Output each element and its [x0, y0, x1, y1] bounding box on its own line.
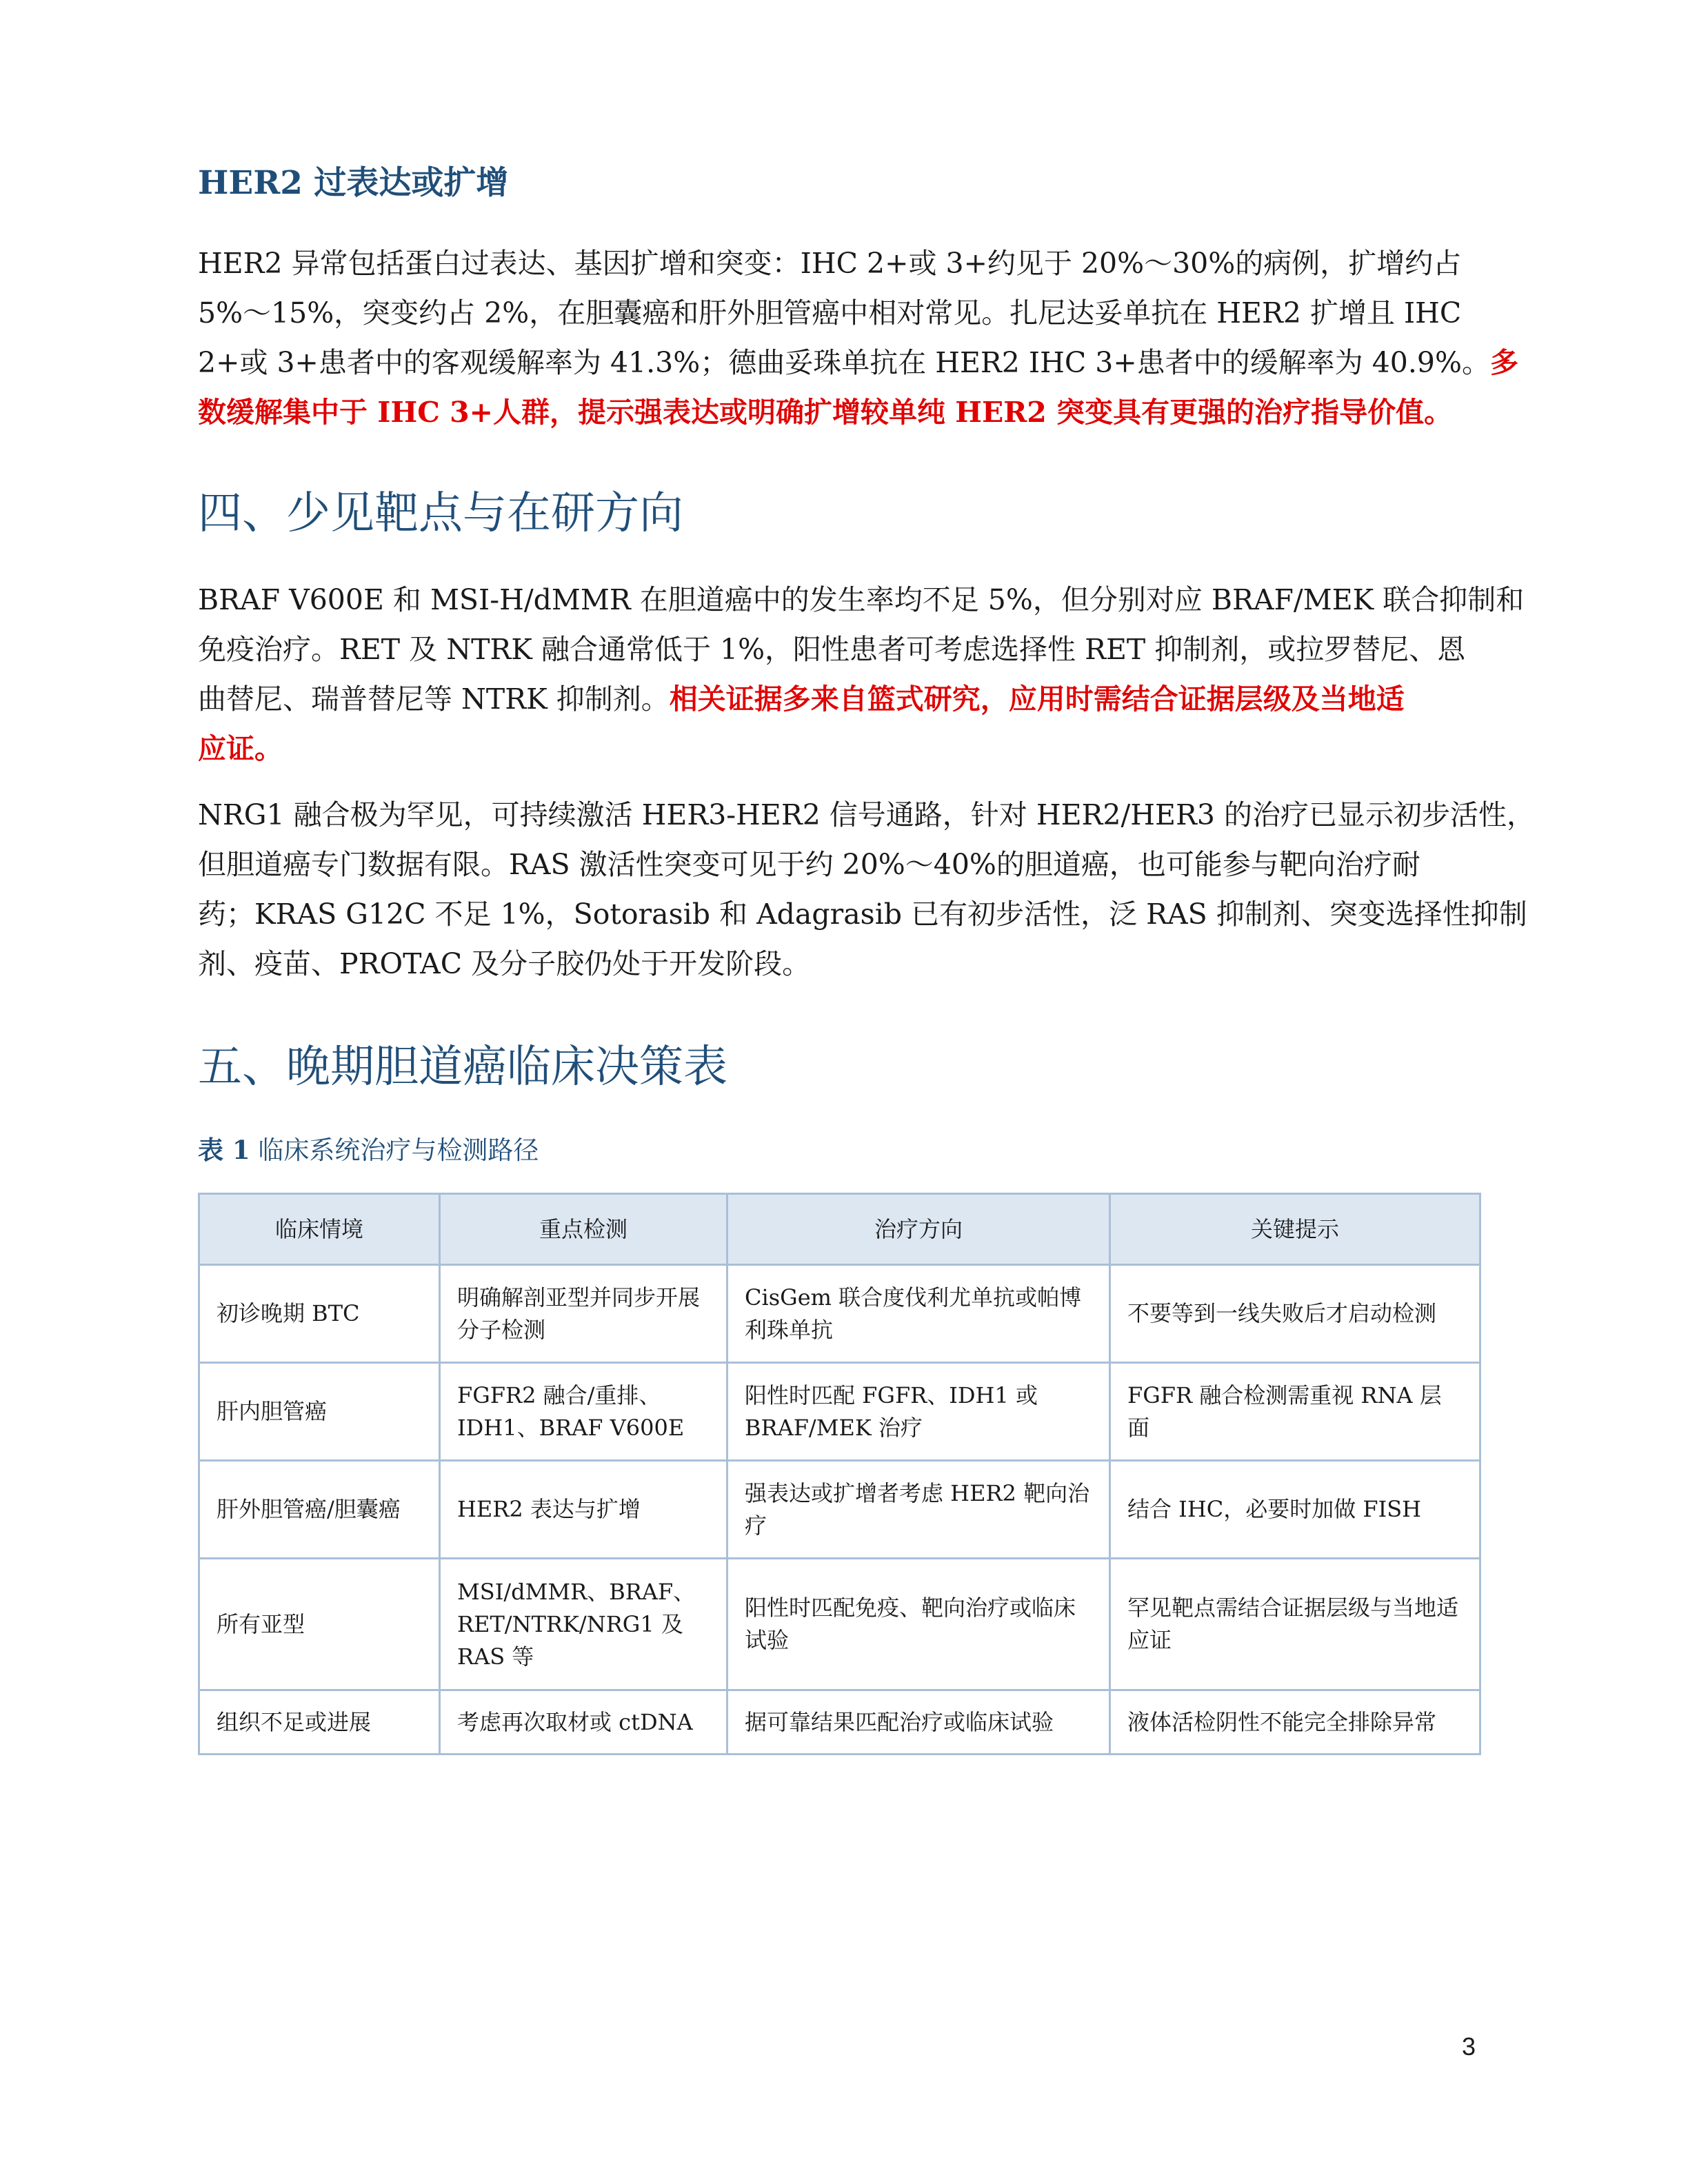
table-cell: 初诊晚期 BTC	[199, 1265, 440, 1363]
table-cell: 考虑再次取材或 ctDNA	[440, 1690, 727, 1755]
table-cell: 阳性时匹配 FGFR、IDH1 或 BRAF/MEK 治疗	[727, 1363, 1110, 1461]
text-run: 2+或 3+患者中的客观缓解率为 41.3%；德曲妥珠单抗在 HER2 IHC 3+患者中的缓解率为 40.9%。	[198, 346, 1490, 379]
column-header: 关键提示	[1110, 1194, 1480, 1265]
table-row	[199, 1690, 1480, 1755]
text-line: 剂、疫苗、PROTAC 及分子胶仍处于开发阶段。	[198, 947, 811, 980]
table-cell: 阳性时匹配免疫、靶向治疗或临床试验	[727, 1559, 1110, 1690]
emphasis-text: 多	[1489, 346, 1518, 379]
table-cell: 肝内胆管癌	[199, 1363, 440, 1461]
text-line: 但胆道癌专门数据有限。RAS 激活性突变可见于约 20%～40%的胆道癌，也可能参与靶向治疗耐	[198, 848, 1420, 881]
emphasis-text: 应证。	[198, 732, 283, 765]
table-cell: 明确解剖亚型并同步开展分子检测	[440, 1265, 727, 1363]
table-row	[199, 1265, 1480, 1363]
table-cell: FGFR 融合检测需重视 RNA 层面	[1110, 1363, 1480, 1461]
column-header: 临床情境	[199, 1194, 440, 1265]
table-row	[199, 1461, 1480, 1559]
text-line	[198, 338, 1518, 387]
section-heading-4: 四、少见靶点与在研方向	[198, 488, 683, 539]
decision-table	[198, 1193, 1481, 1755]
paragraph-rare-targets	[198, 575, 1525, 774]
text-line: HER2 异常包括蛋白过表达、基因扩增和突变：IHC 2+或 3+约见于 20%～30%的病例，扩增约占	[198, 247, 1462, 280]
table-cell: 组织不足或进展	[199, 1690, 440, 1755]
section-heading-her2: HER2 过表达或扩增	[198, 164, 509, 202]
table-caption-number: 表 1	[198, 1135, 250, 1165]
table-cell: 所有亚型	[199, 1559, 440, 1690]
table-cell: 不要等到一线失败后才启动检测	[1110, 1265, 1480, 1363]
table-cell: FGFR2 融合/重排、IDH1、BRAF V600E	[440, 1363, 727, 1461]
text-line: 5%～15%，突变约占 2%，在胆囊癌和肝外胆管癌中相对常见。扎尼达妥单抗在 HER2 扩增且 IHC	[198, 296, 1462, 330]
table-cell: MSI/dMMR、BRAF、RET/NTRK/NRG1 及 RAS 等	[440, 1559, 727, 1690]
table-cell: 据可靠结果匹配治疗或临床试验	[727, 1690, 1110, 1755]
text-line: NRG1 融合极为罕见，可持续激活 HER3-HER2 信号通路，针对 HER2/HER3 的治疗已显示初步活性，	[198, 798, 1535, 831]
table-cell: HER2 表达与扩增	[440, 1461, 727, 1559]
table-cell: 肝外胆管癌/胆囊癌	[199, 1461, 440, 1559]
column-header: 重点检测	[440, 1194, 727, 1265]
table-row	[199, 1363, 1480, 1461]
table-caption	[198, 1131, 539, 1170]
column-header: 治疗方向	[727, 1194, 1110, 1265]
text-line: BRAF V600E 和 MSI-H/dMMR 在胆道癌中的发生率均不足 5%，但分别对应 BRAF/MEK 联合抑制和	[198, 583, 1525, 616]
emphasis-text: 相关证据多来自篮式研究，应用时需结合证据层级及当地适	[669, 682, 1405, 716]
text-line	[198, 674, 1479, 724]
section-heading-5: 五、晚期胆道癌临床决策表	[198, 1042, 727, 1093]
page-number: 3	[1462, 2032, 1476, 2061]
table-row	[199, 1559, 1480, 1690]
table-cell: 罕见靶点需结合证据层级与当地适应证	[1110, 1559, 1480, 1690]
table-header-row	[199, 1194, 1480, 1265]
table-cell: 结合 IHC，必要时加做 FISH	[1110, 1461, 1480, 1559]
text-line: 免疫治疗。RET 及 NTRK 融合通常低于 1%，阳性患者可考虑选择性 RET 抑制剂，或拉罗替尼、恩	[198, 633, 1466, 666]
table-caption-text: 临床系统治疗与检测路径	[258, 1135, 539, 1165]
text-run: 曲替尼、瑞普替尼等 NTRK 抑制剂。	[198, 682, 670, 716]
table-cell: 强表达或扩增者考虑 HER2 靶向治疗	[727, 1461, 1110, 1559]
text-line: 药；KRAS G12C 不足 1%，Sotorasib 和 Adagrasib 已有初步活性，泛 RAS 抑制剂、突变选择性抑制	[198, 898, 1527, 931]
paragraph-her2	[198, 239, 1518, 437]
table-cell: CisGem 联合度伐利尤单抗或帕博利珠单抗	[727, 1265, 1110, 1363]
paragraph-nrg1-ras	[198, 790, 1535, 989]
emphasis-text: 数缓解集中于 IHC 3+人群，提示强表达或明确扩增较单纯 HER2 突变具有更强的治疗指导价值。	[198, 396, 1453, 429]
table-cell: 液体活检阴性不能完全排除异常	[1110, 1690, 1480, 1755]
